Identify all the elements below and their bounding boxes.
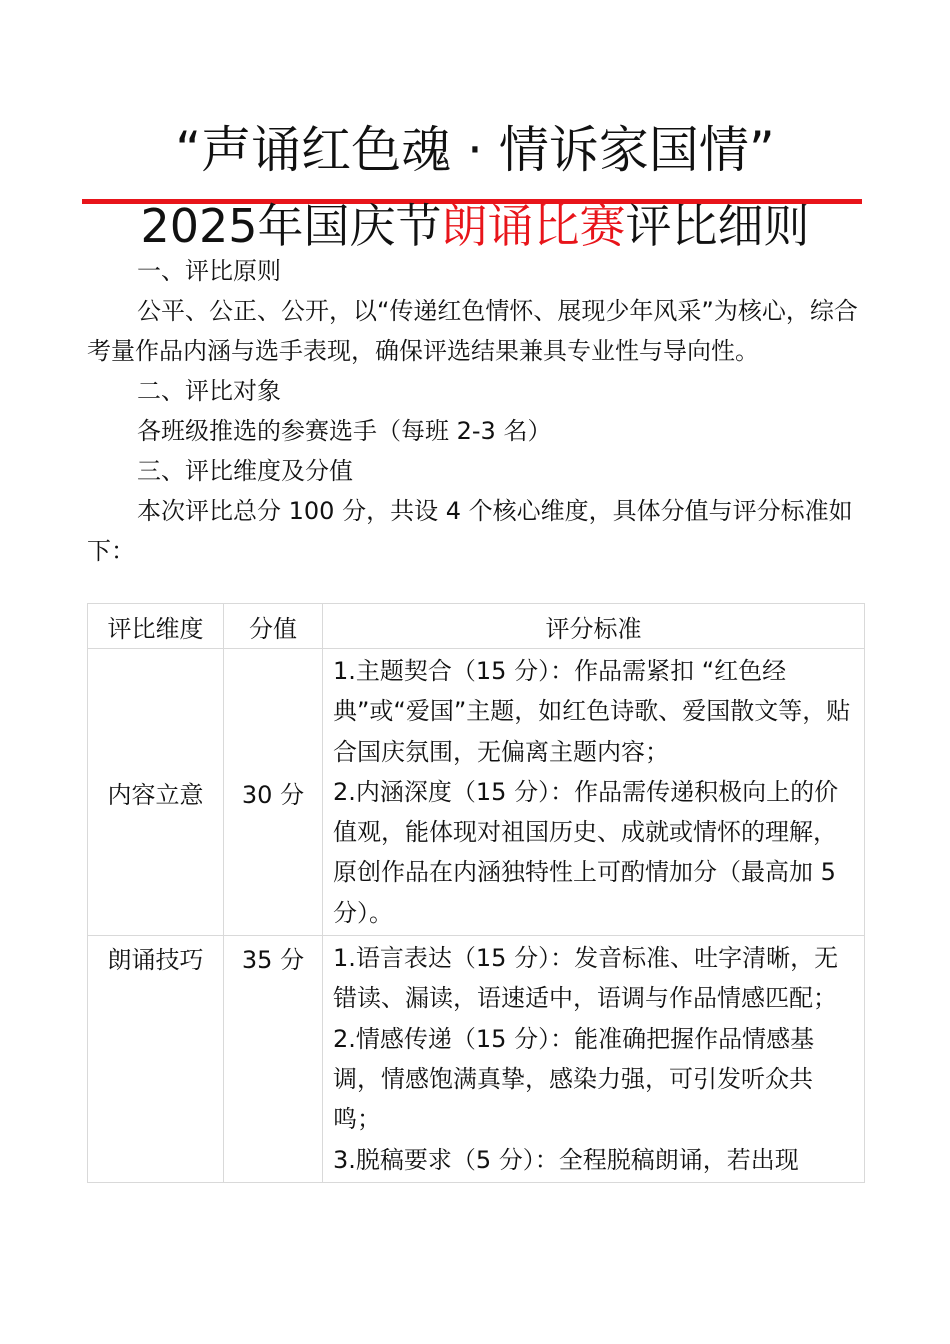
row-dimension: 内容立意 <box>88 649 224 936</box>
table-header-row <box>88 604 865 649</box>
title-rules-part: 评比细则 <box>625 199 810 253</box>
section-heading-dimensions: 三、评比维度及分值 <box>137 457 353 485</box>
criteria-item: 3.脱稿要求（5 分）：全程脱稿朗诵，若出现 <box>333 1145 799 1174</box>
table-row <box>88 936 865 1183</box>
principles-paragraph: 公平、公正、公开，以“传递红色情怀、展现少年风采”为核心，综合考量作品内涵与选手表现，确保评选结果兼具专业性与导向性。 <box>87 297 858 365</box>
table-row <box>88 649 865 936</box>
document-body <box>87 251 863 571</box>
document-title-line1: “声诵红色魂 · 情诉家国情” <box>175 121 775 179</box>
row-criteria <box>323 649 865 936</box>
row-score: 30 分 <box>224 649 323 936</box>
title-year-part: 2025年国庆节 <box>140 199 442 253</box>
row-dimension: 朗诵技巧 <box>88 936 224 1183</box>
criteria-item: 2.情感传递（15 分）：能准确把握作品情感基调，情感饱满真挚，感染力强，可引发听众共鸣； <box>333 1024 815 1134</box>
title-highlight: 朗诵比赛 <box>441 199 626 253</box>
criteria-item: 2.内涵深度（15 分）：作品需传递积极向上的价值观，能体现对祖国历史、成就或情怀的理解，原创作品在内涵独特性上可酌情加分（最高加 5 分）。 <box>333 777 839 927</box>
scoring-table <box>87 603 865 1183</box>
document-title-line2 <box>0 198 950 254</box>
criteria-item: 1.主题契合（15 分）：作品需紧扣 “红色经典”或“爱国”主题，如红色诗歌、爱国散文等，贴合国庆氛围，无偏离主题内容； <box>333 657 851 766</box>
row-criteria <box>323 936 865 1183</box>
section-heading-participants: 二、评比对象 <box>137 377 281 405</box>
header-dimension: 评比维度 <box>88 604 224 649</box>
header-score: 分值 <box>224 604 323 649</box>
participants-paragraph: 各班级推选的参赛选手（每班 2-3 名） <box>137 417 552 445</box>
dimensions-paragraph: 本次评比总分 100 分，共设 4 个核心维度，具体分值与评分标准如下： <box>87 497 853 565</box>
header-criteria: 评分标准 <box>323 604 865 649</box>
row-score: 35 分 <box>224 936 323 1183</box>
criteria-item: 1.语言表达（15 分）：发音标准、吐字清晰，无错读、漏读，语速适中，语调与作品情感匹配； <box>333 944 839 1013</box>
section-heading-principles: 一、评比原则 <box>137 257 281 285</box>
